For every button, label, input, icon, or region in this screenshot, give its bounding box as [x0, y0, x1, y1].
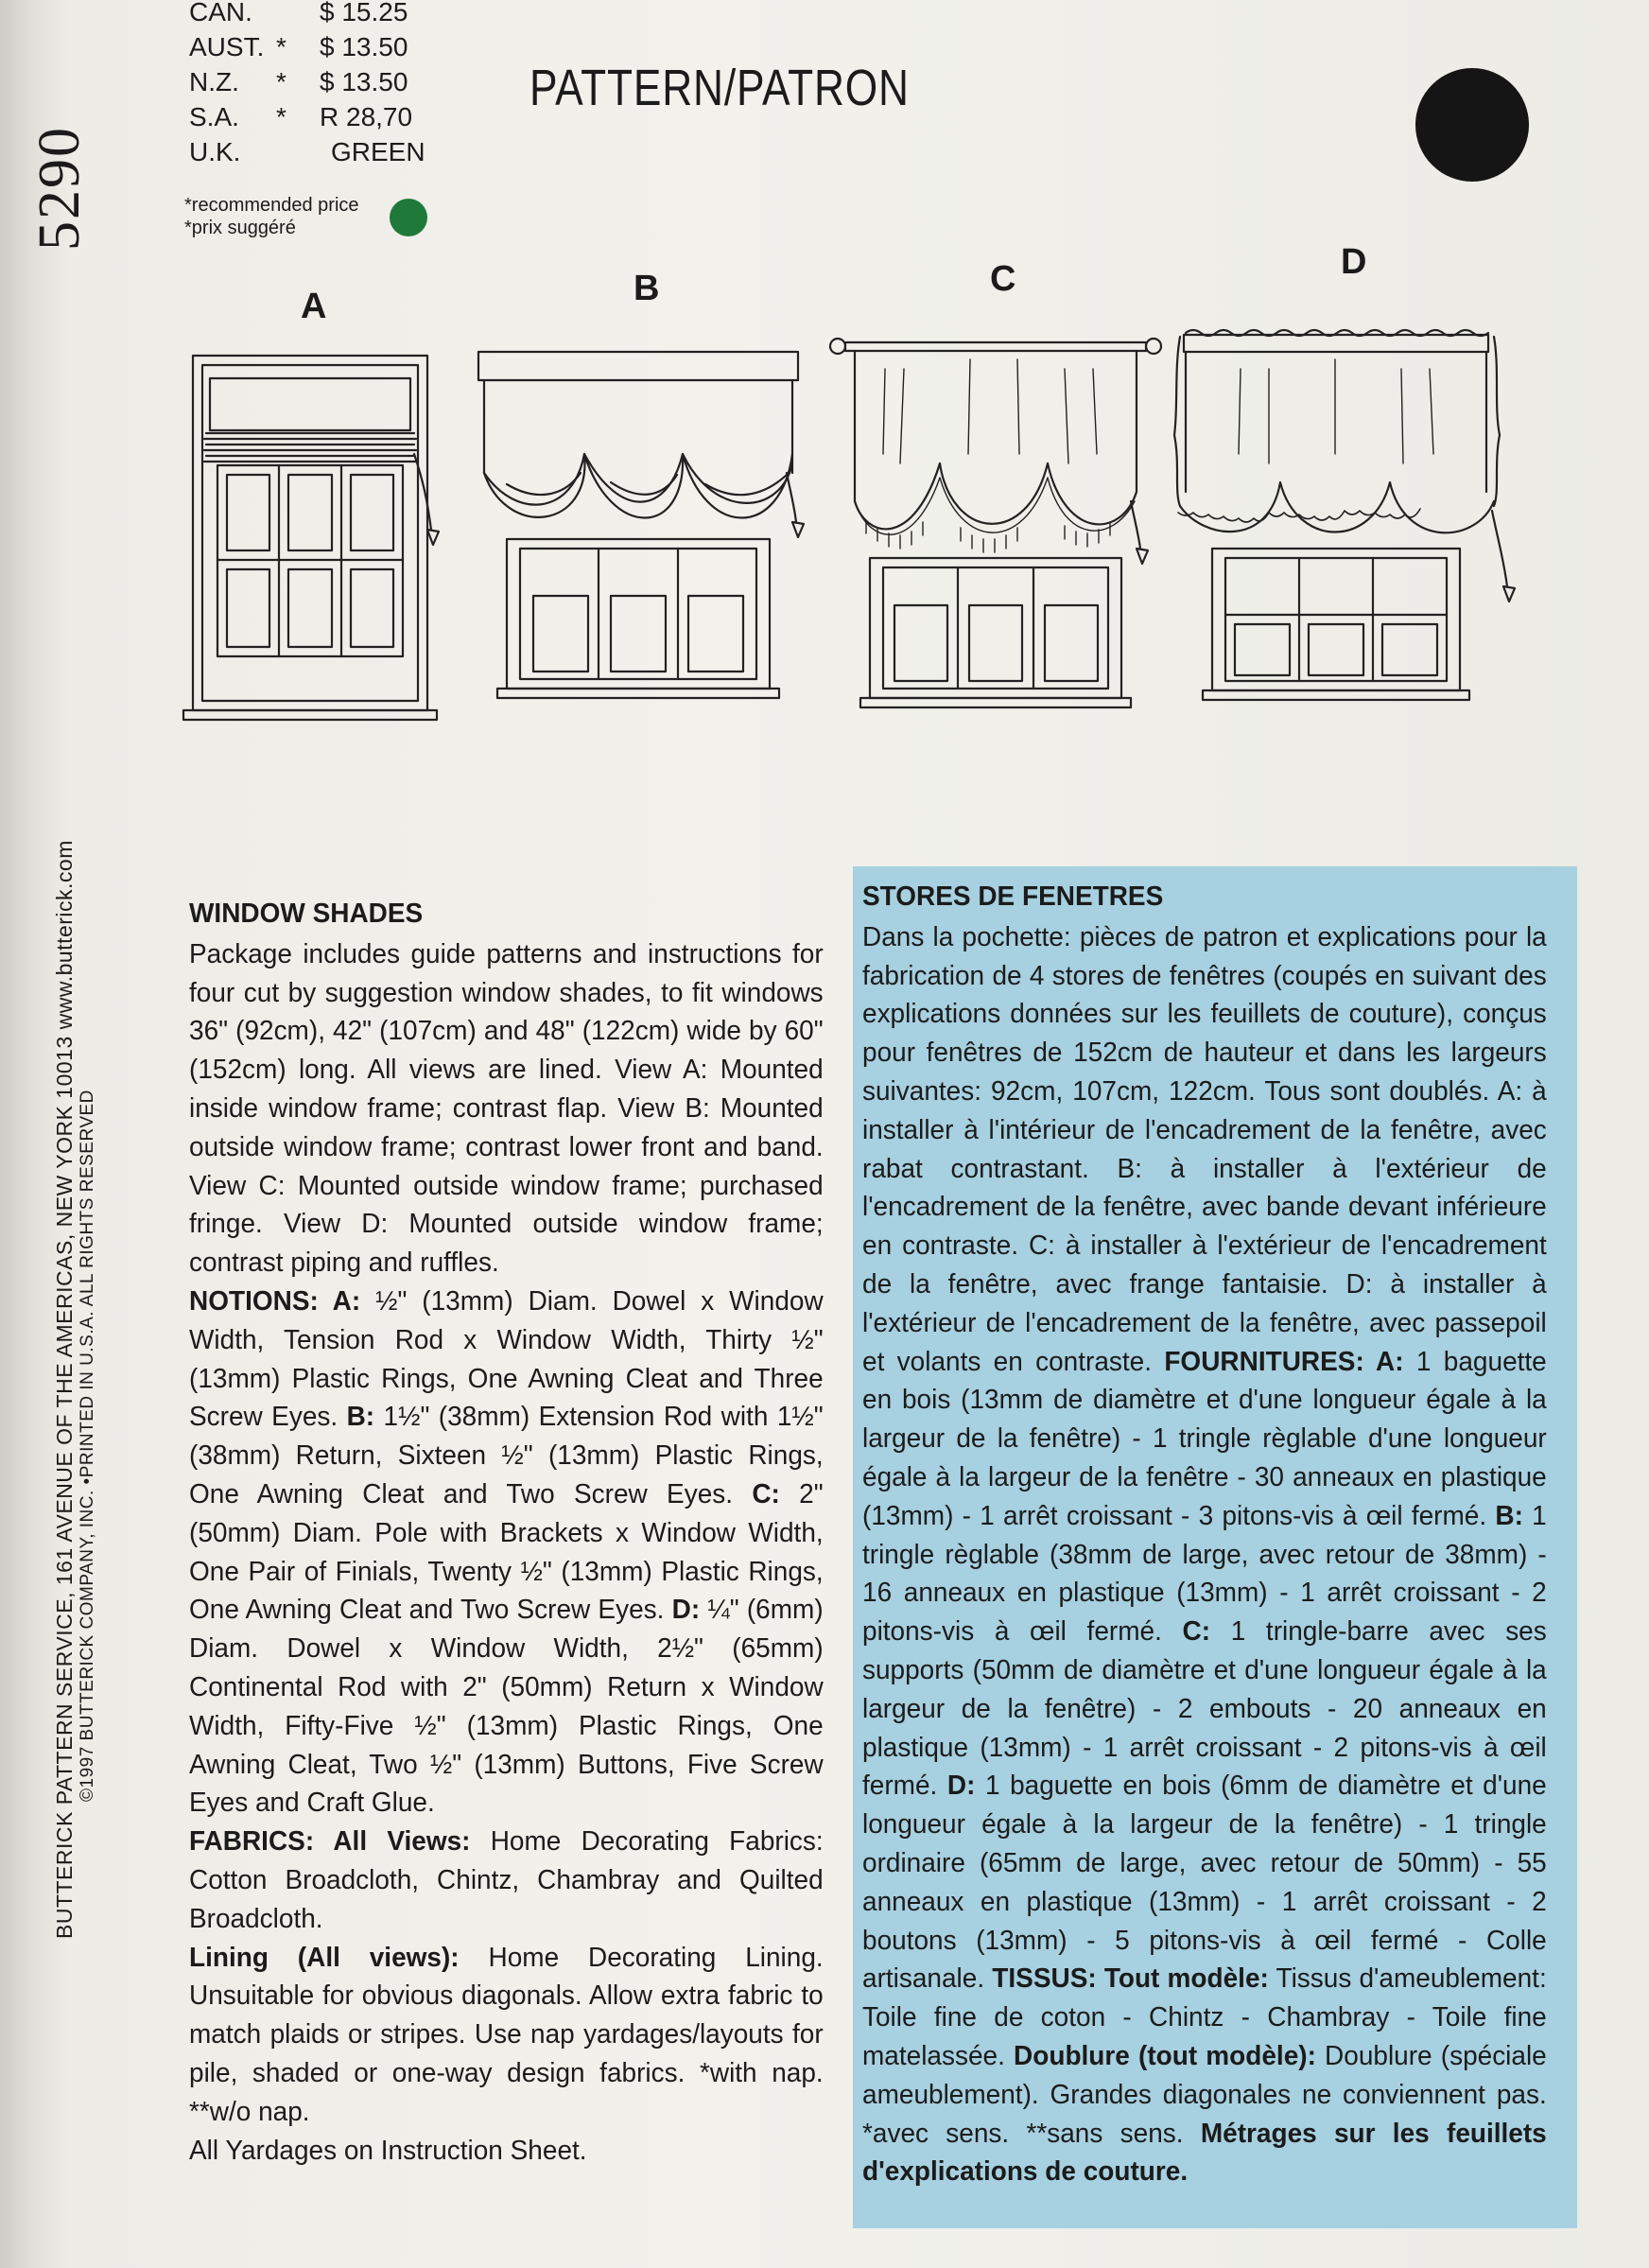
price-note-fr: *prix suggéré [184, 218, 296, 238]
price-value: $ 13.50 [320, 67, 408, 96]
english-intro: Package includes guide patterns and instructions for four cut by suggestion window shades, to fit windows 36" (92cm), 42" (107cm) and 48" (122cm) wide by 60" (152cm) long. All views are lined. View A: Mounted inside window frame; contrast flap. View B: Mounted outside window frame; contrast lower front and band. View C: Mounted outside window frame; purchased fringe. View D: Mounted outside window frame; contrast piping and ruffles. [189, 938, 824, 1279]
notions-c-label: C: [752, 1478, 780, 1509]
english-fabrics [189, 1823, 824, 1938]
price-country: U.K. [189, 137, 241, 166]
price-star: * [276, 32, 286, 61]
price-value: R 28,70 [320, 102, 413, 131]
publisher-line: BUTTERICK PATTERN SERVICE, 161 AVENUE OF THE AMERICAS, NEW YORK 10013 www.butterick.com [52, 840, 77, 1939]
notions-label: NOTIONS: A: [189, 1285, 361, 1317]
fournitures-a: 1 baguette en bois (13mm de diamètre et d'une longueur égale à la largeur de la fenêtre) - 1 tringle règlable d'une longueur égale à la largeur de la fenêtre - 30 anneaux en plastique (13mm) - 1 arrêt croissant - 3 pitons-vis à œil fermé. [862, 1346, 1547, 1531]
lining-text: Home Decorating Lining. Unsuitable for obvious diagonals. Allow extra fabric to match plaids or stripes. Use nap yardages/layouts for pile, shaded or one-way design fabrics. *with nap. **w/o nap. [189, 1942, 824, 2127]
view-label-b: B [634, 269, 660, 308]
notions-b-label: B: [346, 1402, 375, 1433]
french-description [862, 878, 1547, 2191]
pattern-heading: PATTERN/PATRON [529, 60, 910, 116]
view-c-illustration [830, 339, 1161, 707]
price-star: * [276, 102, 286, 131]
view-label-d: D [1341, 242, 1367, 282]
tissus-label: TISSUS: Tout modèle: [992, 1963, 1269, 1995]
copyright-line: ©1997 BUTTERICK COMPANY, INC. •PRINTED IN U.S.A. ALL RIGHTS RESERVED [78, 1090, 97, 1802]
notions-view-b: 1½" (38mm) Extension Rod with 1½" (38mm) Return, Sixteen ½" (13mm) Plastic Rings, One Awning Cleat and Two Screw Eyes. [189, 1402, 824, 1509]
price-country: S.A. [189, 102, 239, 131]
tissus-text: Tissus d'ameublement: Toile fine de coton - Chintz - Chambray - Toile fine matelassée. [862, 1963, 1547, 2071]
notions-view-c: 2" (50mm) Diam. Pole with Brackets x Window Width, One Pair of Finials, Twenty ½" (13mm) Plastic Rings, One Awning Cleat and Two Screw Eyes. [189, 1478, 824, 1626]
fournitures-label: FOURNITURES: A: [1164, 1346, 1404, 1377]
lining-label: Lining (All views): [189, 1942, 460, 1973]
price-value: $ 15.25 [320, 0, 408, 26]
view-a-illustration [183, 356, 439, 720]
view-label-c: C [990, 259, 1016, 299]
price-note-en: *recommended price [184, 195, 359, 216]
fabrics-label: FABRICS: All Views: [189, 1826, 471, 1858]
metrages-note: Métrages sur les feuillets d'explications de couture. [862, 2118, 1547, 2188]
english-notions [189, 1282, 824, 1823]
price-notes [184, 194, 359, 239]
fournitures-c-label: C: [1182, 1616, 1211, 1648]
french-text [862, 918, 1547, 2191]
french-title: STORES DE FENETRES [862, 881, 1164, 912]
black-dot-marker [1415, 68, 1529, 182]
doublure-label: Doublure (tout modèle): [1014, 2040, 1316, 2071]
style-number: 5290 [27, 126, 92, 251]
view-b-illustration [478, 352, 804, 698]
view-d-illustration [1174, 330, 1515, 700]
uk-price-dot [390, 199, 427, 236]
price-country: AUST. [189, 32, 265, 61]
fournitures-b: 1 tringle règlable (38mm de large, avec retour de 38mm) - 16 anneaux en plastique (13mm) - 1 arrêt croissant - 2 pitons-vis à œil fermé. [862, 1500, 1547, 1648]
fournitures-b-label: B: [1495, 1500, 1523, 1531]
english-description [189, 895, 824, 2170]
price-value: GREEN [331, 137, 425, 166]
fournitures-d-label: D: [946, 1771, 976, 1802]
english-lining [189, 1939, 824, 2132]
price-country: N.Z. [189, 67, 239, 96]
window-shade-illustrations [180, 312, 1541, 728]
notions-view-a: ½" (13mm) Diam. Dowel x Window Width, Tension Rod x Window Width, Thirty ½" (13mm) Plastic Rings, One Awning Cleat and Three Screw Eyes. [189, 1285, 824, 1433]
view-label-a: A [301, 287, 327, 326]
fournitures-c: 1 tringle-barre avec ses supports (50mm de diamètre et d'une longueur égale à la largeur de la fenêtre) - 2 embouts - 20 anneaux en plastique (13mm) - 1 arrêt croissant - 2 pitons-vis à œil fermé. [862, 1616, 1547, 1802]
yardage-note: All Yardages on Instruction Sheet. [189, 2135, 587, 2166]
price-country: CAN. [189, 0, 252, 26]
notions-view-d: ¼" (6mm) Diam. Dowel x Window Width, 2½" (65mm) Continental Rod with 2" (50mm) Return x Window Width, Fifty-Five ½" (13mm) Plastic Rings, One Awning Cleat, Two ½" (13mm) Buttons, Five Screw Eyes and Craft Glue. [189, 1595, 824, 1819]
fabrics-text: Home Decorating Fabrics: Cotton Broadcloth, Chintz, Chambray and Quilted Broadcloth. [189, 1826, 824, 1934]
notions-d-label: D: [671, 1595, 701, 1626]
price-value: $ 13.50 [320, 32, 408, 61]
price-star: * [276, 67, 286, 96]
fournitures-d: 1 baguette en bois (6mm de diamètre et d'une longueur égale à la largeur de la fenêtre) - 1 tringle ordinaire (65mm de large, avec retour de 50mm) - 55 anneaux en plastique (13mm) - 1 arrêt croissant - 2 boutons (13mm) - 5 pitons-vis à œil fermé - Colle artisanale. [862, 1771, 1547, 1995]
doublure-text: Doublure (spéciale ameublement). Grandes diagonales ne conviennent pas. *avec sens. **sans sens. [862, 2040, 1547, 2149]
french-intro: Dans la pochette: pièces de patron et explications pour la fabrication de 4 stores de fenêtres (coupés en suivant des explications données sur les feuillets de couture), conçus pour fenêtres de 152cm de hauteur et dans les largeurs suivantes: 92cm, 107cm, 122cm. Tous sont doublés. A: à installer à l'intérieur de l'encadrement de la fenêtre, avec rabat contrastant. B: à installer à l'extérieur de l'encadrement de la fenêtre, avec bande devant inférieure en contraste. C: à installer à l'extérieur de l'encadrement de la fenêtre, avec frange fantaisie. D: à installer à l'extérieur de l'encadrement de la fenêtre, avec passepoil et volants en contraste. [862, 921, 1547, 1377]
english-title: WINDOW SHADES [189, 898, 424, 929]
